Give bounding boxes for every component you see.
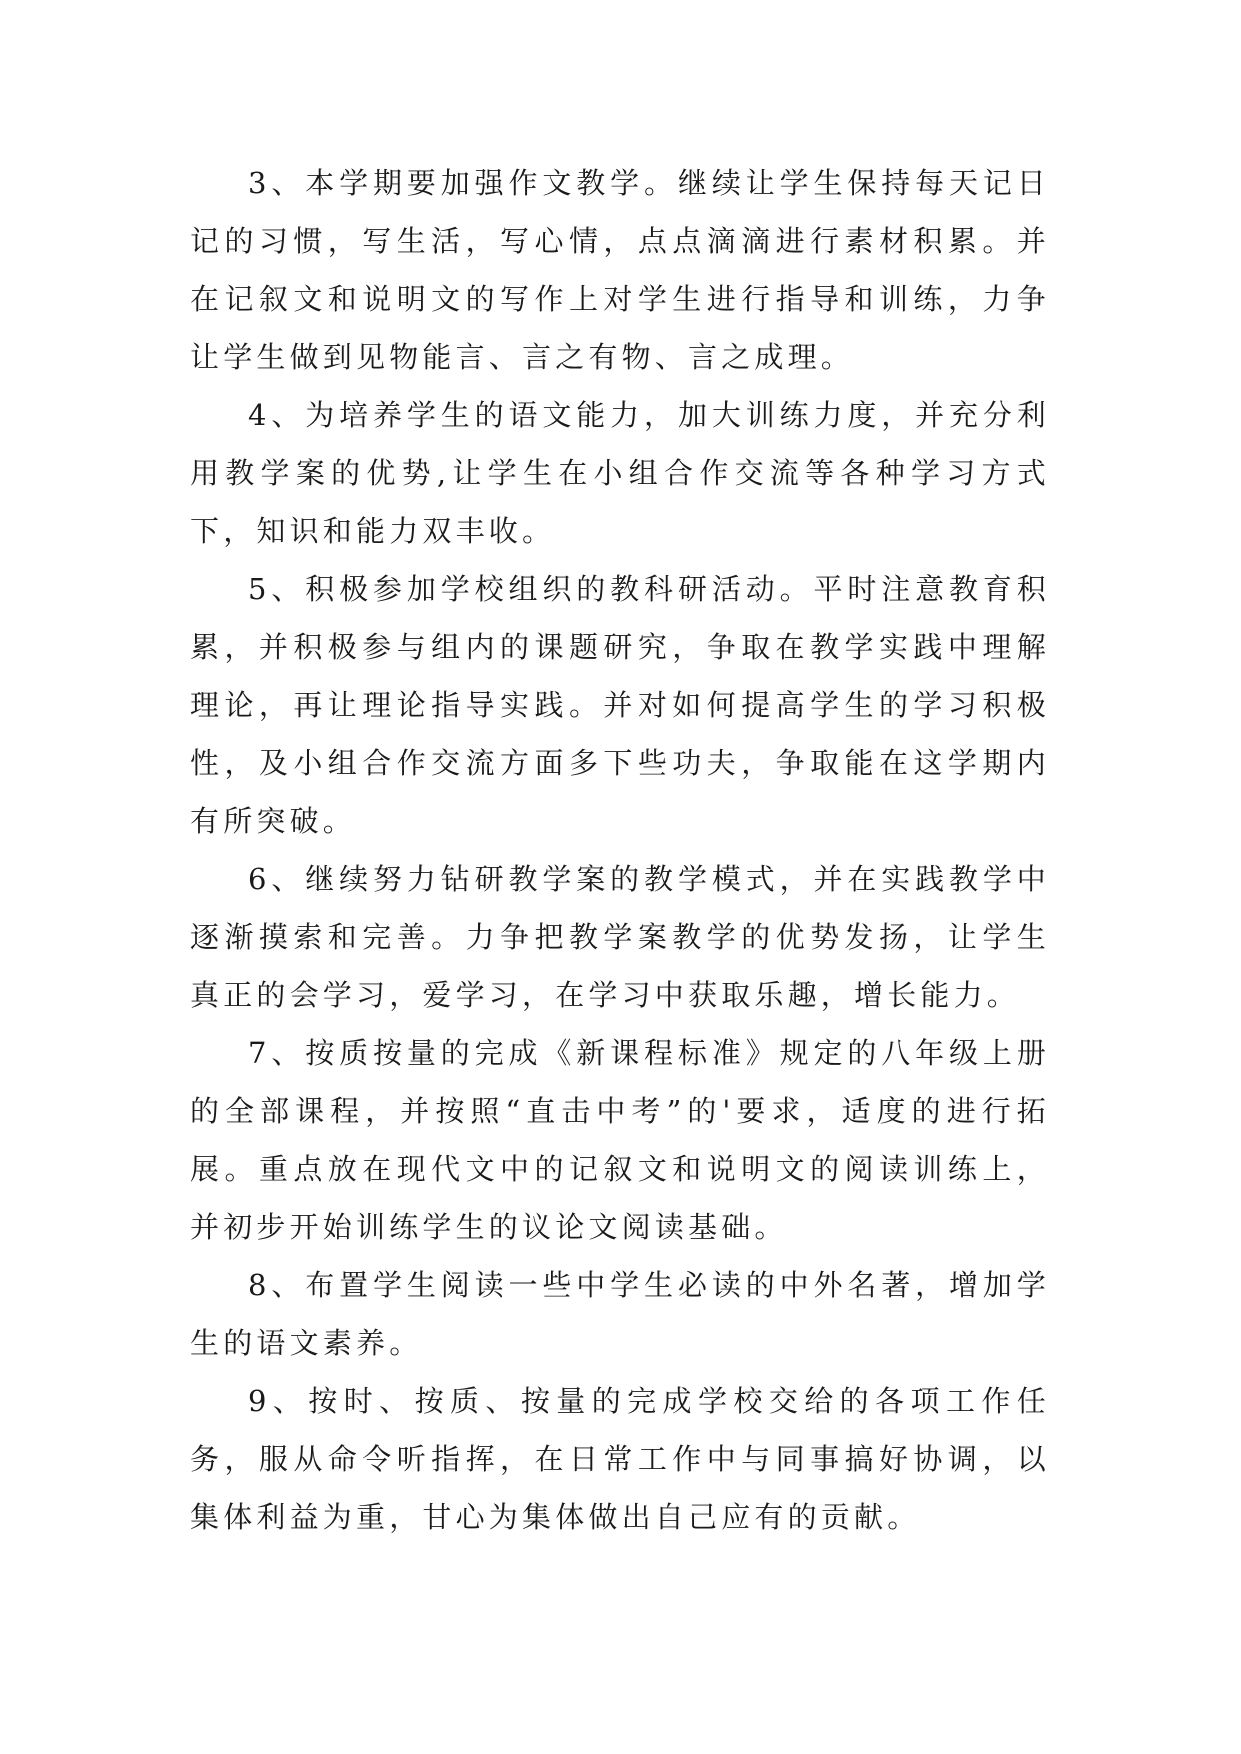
- paragraph-item-3: 3、本学期要加强作文教学。继续让学生保持每天记日记的习惯，写生活，写心情，点点滴滴进行素材积累。并在记叙文和说明文的写作上对学生进行指导和训练，力争让学生做到见物能言、言之有物、言之成理。: [190, 166, 1050, 374]
- paragraph-item-9: 9、按时、按质、按量的完成学校交给的各项工作任务，服从命令听指挥，在日常工作中与同事搞好协调，以集体利益为重，甘心为集体做出自己应有的贡献。: [190, 1384, 1050, 1534]
- paragraph-item-7: 7、按质按量的完成《新课程标准》规定的八年级上册的全部课程，并按照“直击中考”的'要求，适度的进行拓展。重点放在现代文中的记叙文和说明文的阅读训练上，并初步开始训练学生的议论文阅读基础。: [190, 1036, 1050, 1244]
- paragraph-item-6: 6、继续努力钻研教学案的教学模式，并在实践教学中逐渐摸索和完善。力争把教学案教学的优势发扬，让学生真正的会学习，爱学习，在学习中获取乐趣，增长能力。: [190, 862, 1050, 1012]
- document-body: [190, 154, 1050, 1546]
- paragraph-item-5: 5、积极参加学校组织的教科研活动。平时注意教育积累，并积极参与组内的课题研究，争取在教学实践中理解理论，再让理论指导实践。并对如何提高学生的学习积极性，及小组合作交流方面多下些功夫，争取能在这学期内有所突破。: [190, 572, 1050, 838]
- paragraph-item-8: 8、布置学生阅读一些中学生必读的中外名著，增加学生的语文素养。: [190, 1268, 1050, 1360]
- paragraph-item-4: 4、为培养学生的语文能力，加大训练力度，并充分利用教学案的优势,让学生在小组合作交流等各种学习方式下，知识和能力双丰收。: [190, 398, 1050, 548]
